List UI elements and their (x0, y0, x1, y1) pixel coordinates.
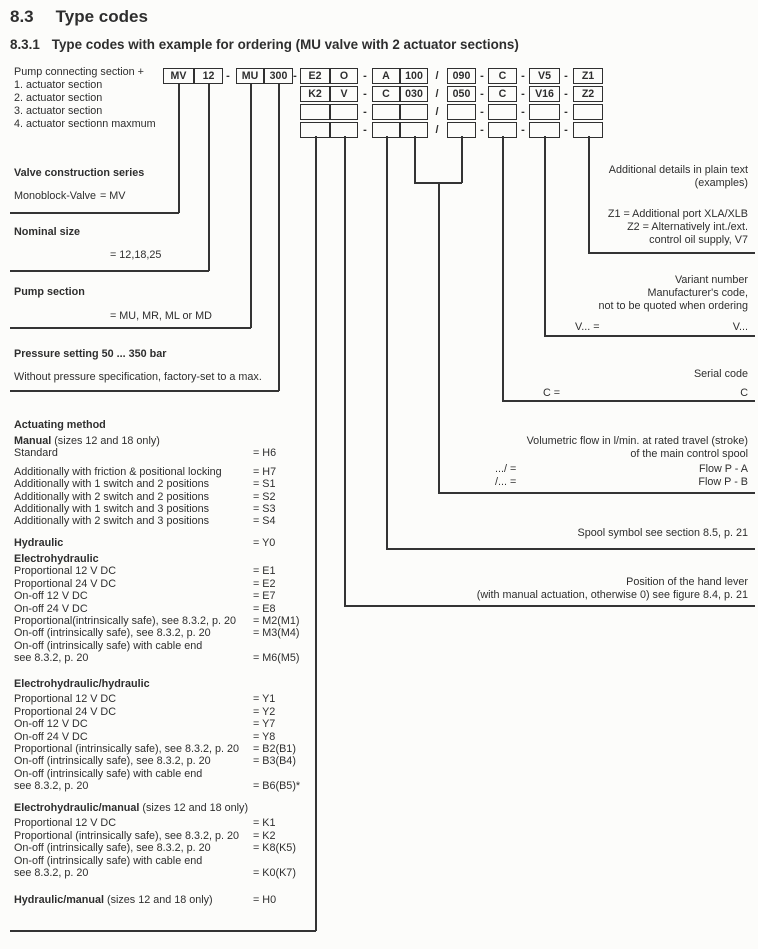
list-item (14, 755, 330, 767)
group-heading-rest: (sizes 12 and 18 only) (51, 435, 160, 447)
leader-line-o (344, 136, 346, 606)
group-heading-rest: (sizes 12 and 18 only) (104, 894, 213, 906)
valve-series-item: Monoblock-Valve (14, 190, 97, 202)
code-box-empty (330, 104, 358, 120)
list-item (14, 867, 330, 879)
serial-code-title: Serial code (693, 368, 748, 380)
group-heading-rest: (sizes 12 and 18 only) (139, 802, 249, 814)
code-box-v5: V5 (529, 68, 560, 84)
code-box-050: 050 (447, 86, 476, 102)
leader-line-090 (461, 136, 463, 183)
item-label: Additionally with 2 switch and 3 positions (14, 515, 210, 528)
list-item (14, 615, 330, 627)
separator-dash: - (521, 124, 525, 136)
intro-line: Pump connecting section + (14, 66, 144, 78)
connector-nominal-size (10, 270, 209, 272)
connector-valve-series (10, 212, 179, 214)
list-item (14, 718, 330, 730)
connector-pressure (10, 390, 279, 392)
group-heading (14, 435, 330, 447)
item-value: = E2 (253, 577, 276, 590)
item-value: = H6 (253, 447, 277, 460)
item-value: = B3(B4) (253, 755, 296, 768)
code-box-mu: MU (236, 68, 264, 84)
leader-line-100 (414, 136, 416, 183)
code-box-300: 300 (264, 68, 293, 84)
intro-line: 4. actuator sectionn maxmum (14, 118, 156, 130)
item-label: On-off (intrinsically safe) with cable end (14, 767, 203, 780)
item-label: Additionally with 1 switch and 2 positions (14, 478, 210, 491)
item-value: = S1 (253, 478, 276, 491)
item-label: On-off 24 V DC (14, 602, 88, 615)
section-list-labels (14, 66, 156, 131)
code-box-a: A (372, 68, 400, 84)
actuating-group-hydraulic (14, 537, 330, 549)
actuating-group-eh-manual (14, 802, 330, 879)
list-item (14, 491, 330, 503)
label-line: Additional details in plain text (608, 164, 748, 176)
intro-line: 1. actuator section (14, 79, 103, 91)
item-value: = M2(M1) (253, 615, 300, 628)
separator-dash: - (480, 88, 484, 100)
group-heading-bold: Hydraulic/manual (14, 894, 105, 906)
code-box-empty (529, 104, 560, 120)
item-label: Proportional 24 V DC (14, 705, 117, 718)
item-value: = K1 (253, 817, 276, 830)
item-label: see 8.3.2, p. 20 (14, 652, 89, 665)
list-item (14, 478, 330, 490)
list-item (14, 842, 330, 854)
item-value: = Y7 (253, 718, 276, 731)
code-box-z2: Z2 (573, 86, 603, 102)
separator-dash: - (521, 106, 525, 118)
code-box-o: O (330, 68, 358, 84)
list-item (14, 830, 330, 842)
serial-key-value (543, 387, 748, 399)
separator-slash: / (435, 70, 439, 82)
item-label: On-off 12 V DC (14, 590, 88, 603)
actuating-group-electrohydraulic (14, 553, 330, 665)
variant-number-block (599, 274, 748, 313)
separator-slash: / (435, 124, 439, 136)
flow-pb-value: Flow P - B (698, 476, 748, 488)
list-item (14, 731, 330, 743)
code-box-090: 090 (447, 68, 476, 84)
code-box-c3: C (488, 86, 517, 102)
flow-pa-key-value (495, 463, 748, 475)
separator-dash: - (521, 70, 525, 82)
variant-value: V... (732, 321, 748, 333)
item-value: = H0 (253, 894, 277, 906)
serial-key: C = (543, 387, 561, 399)
item-value: = E8 (253, 602, 276, 615)
separator-dash: - (363, 70, 367, 82)
list-item (14, 706, 330, 718)
label-line: (examples) (694, 177, 748, 189)
variant-key-value (575, 321, 748, 333)
connector-additional-details (588, 252, 755, 254)
group-heading (14, 802, 330, 814)
item-value: = K0(K7) (253, 867, 296, 880)
hand-lever-block (477, 576, 748, 602)
flow-pb-key-value (495, 476, 748, 488)
item-label: On-off (intrinsically safe) with cable end (14, 854, 203, 867)
list-item (14, 817, 330, 829)
item-label: Additionally with 1 switch and 3 positions (14, 503, 210, 516)
code-box-empty (400, 104, 428, 120)
separator-dash: - (363, 88, 367, 100)
separator-dash: - (480, 106, 484, 118)
valve-series-title: Valve construction series (14, 167, 145, 179)
list-item (14, 603, 330, 615)
item-label: On-off 24 V DC (14, 730, 88, 743)
section-number: 8.3 (10, 7, 34, 26)
intro-line: 3. actuator section (14, 105, 103, 117)
code-box-v16: V16 (529, 86, 560, 102)
leader-line-flow (438, 182, 440, 493)
code-box-e2: E2 (300, 68, 330, 84)
item-label: see 8.3.2, p. 20 (14, 867, 89, 880)
separator-slash: / (435, 106, 439, 118)
item-label: Additionally with friction & positional locking (14, 465, 222, 478)
item-value: = H7 (253, 465, 277, 478)
code-box-z1: Z1 (573, 68, 603, 84)
item-value: = S4 (253, 515, 276, 528)
separator-dash: - (226, 70, 230, 82)
item-value: = S3 (253, 503, 276, 516)
separator-dash: - (363, 106, 367, 118)
code-box-empty (573, 104, 603, 120)
pump-section-value: = MU, MR, ML or MD (110, 310, 212, 322)
list-item (14, 515, 330, 527)
leader-line-v5 (544, 136, 546, 336)
group-heading-bold: Manual (14, 435, 52, 447)
separator-dash: - (480, 70, 484, 82)
actuating-group-manual (14, 435, 330, 528)
subsection-heading (10, 37, 519, 52)
pressure-note: Without pressure specification, factory-set to a max. (14, 371, 262, 383)
pump-section-title: Pump section (14, 286, 85, 298)
separator-dash: - (564, 70, 568, 82)
group-heading: Electrohydraulic (14, 553, 99, 565)
spool-symbol-label: Spool symbol see section 8.5, p. 21 (577, 527, 748, 539)
list-item (14, 855, 330, 867)
list-item (14, 565, 330, 577)
label-line: (with manual actuation, otherwise 0) see figure 8.4, p. 21 (476, 589, 748, 601)
item-value: = M3(M4) (253, 627, 300, 640)
item-label: Proportional(intrinsically safe), see 8.3.2, p. 20 (14, 615, 237, 628)
label-line: Variant number (674, 274, 748, 286)
separator-dash: - (480, 124, 484, 136)
leader-line-12 (208, 84, 210, 271)
connector-pump-section (10, 327, 251, 329)
leader-line-c (502, 136, 504, 401)
separator-dash: - (521, 88, 525, 100)
code-box-mv: MV (163, 68, 194, 84)
label-line: Manufacturer's code, (647, 287, 748, 299)
item-value: = K2 (253, 829, 276, 842)
item-label: On-off (intrinsically safe), see 8.3.2, p. 20 (14, 627, 211, 640)
separator-dash: - (293, 70, 297, 82)
item-value: = M6(M5) (253, 652, 300, 665)
label-line: of the main control spool (630, 448, 748, 460)
item-value: = B6(B5)* (253, 780, 301, 793)
separator-dash: - (564, 88, 568, 100)
code-box-empty (372, 104, 400, 120)
list-item (14, 537, 330, 549)
connector-variant (544, 335, 755, 337)
list-item (14, 768, 330, 780)
group-heading: Electrohydraulic/hydraulic (14, 678, 150, 690)
list-item (14, 578, 330, 590)
actuating-title: Actuating method (14, 419, 106, 431)
item-label: Hydraulic (14, 537, 64, 549)
item-value: = B2(B1) (253, 743, 296, 756)
subsection-title: Type codes with example for ordering (MU valve with 2 actuator sections) (51, 37, 519, 52)
item-value: = Y8 (253, 730, 276, 743)
connector-hand-lever (344, 605, 755, 607)
connector-actuating (10, 930, 316, 932)
serial-value: C (740, 387, 748, 399)
label-line: Position of the hand lever (626, 576, 748, 588)
intro-line: 2. actuator section (14, 92, 103, 104)
item-label: Proportional 12 V DC (14, 817, 117, 830)
code-box-v: V (330, 86, 358, 102)
label-line: not to be quoted when ordering (598, 300, 748, 312)
item-label: On-off 12 V DC (14, 718, 88, 731)
leader-line-mv (178, 84, 180, 213)
code-box-empty (447, 104, 476, 120)
code-box-empty (300, 104, 330, 120)
separator-dash: - (564, 106, 568, 118)
actuating-group-eh-hydraulic (14, 678, 330, 793)
code-box-030: 030 (400, 86, 428, 102)
list-item (14, 627, 330, 639)
leader-line-z1 (588, 136, 590, 253)
pressure-title: Pressure setting 50 ... 350 bar (14, 348, 167, 360)
code-box-empty (488, 104, 517, 120)
item-label: On-off (intrinsically safe), see 8.3.2, p. 20 (14, 755, 211, 768)
list-item (14, 780, 330, 792)
item-value: = E1 (253, 565, 276, 578)
section-title: Type codes (55, 7, 148, 26)
actuating-group-hydraulic-manual (14, 894, 330, 906)
list-item (14, 590, 330, 602)
item-label: Proportional 24 V DC (14, 577, 117, 590)
section-heading (10, 7, 148, 27)
variant-key: V... = (575, 321, 600, 333)
list-item (14, 640, 330, 652)
item-value: = Y0 (253, 537, 276, 549)
list-item (14, 503, 330, 515)
code-box-k2: K2 (300, 86, 330, 102)
code-box-100: 100 (400, 68, 428, 84)
list-item (14, 466, 330, 478)
leader-line-a (386, 136, 388, 549)
separator-dash: - (363, 124, 367, 136)
list-item (14, 447, 330, 459)
connector-spool (386, 548, 755, 550)
list-item (14, 652, 330, 664)
leader-line-300 (278, 84, 280, 391)
group-heading-bold: Electrohydraulic/manual (14, 802, 140, 814)
connector-serial (502, 400, 755, 402)
item-value: = Y1 (253, 693, 276, 706)
flow-pa-value: Flow P - A (698, 463, 748, 475)
list-item (14, 693, 330, 705)
item-label: Proportional 12 V DC (14, 693, 117, 706)
nominal-size-title: Nominal size (14, 226, 80, 238)
item-label: On-off (intrinsically safe) with cable end (14, 639, 203, 652)
item-label: On-off (intrinsically safe), see 8.3.2, p. 20 (14, 842, 211, 855)
label-line: Z1 = Additional port XLA/XLB (607, 208, 748, 220)
label-line: control oil supply, V7 (649, 234, 748, 246)
connector-volumetric (438, 492, 755, 494)
leader-line-mu (250, 84, 252, 328)
item-value: = K8(K5) (253, 842, 296, 855)
code-box-12: 12 (194, 68, 223, 84)
valve-series-value: = MV (100, 190, 126, 202)
additional-details-block (608, 164, 748, 247)
subsection-number: 8.3.1 (10, 37, 40, 52)
code-box-c: C (488, 68, 517, 84)
item-value: = E7 (253, 590, 276, 603)
volumetric-flow-block (527, 435, 748, 461)
separator-dash: - (564, 124, 568, 136)
item-value: = Y2 (253, 705, 276, 718)
list-item (14, 743, 330, 755)
flow-pb-key: /... = (495, 476, 517, 488)
item-label: Standard (14, 447, 58, 460)
label-line: Z2 = Alternatively int./ext. (627, 221, 748, 233)
item-value: = S2 (253, 490, 276, 503)
item-label: Additionally with 2 switch and 2 positions (14, 490, 210, 503)
nominal-size-value: = 12,18,25 (110, 249, 162, 261)
item-label: Proportional (intrinsically safe), see 8.3.2, p. 20 (14, 743, 240, 756)
item-label: Proportional 12 V DC (14, 565, 117, 578)
separator-slash: / (435, 88, 439, 100)
label-line: Volumetric flow in l/min. at rated travel (stroke) (526, 435, 748, 447)
flow-pa-key: .../ = (495, 463, 517, 475)
item-label: Proportional (intrinsically safe), see 8.3.2, p. 20 (14, 829, 240, 842)
code-box-c2: C (372, 86, 400, 102)
item-label: see 8.3.2, p. 20 (14, 780, 89, 793)
list-item (14, 894, 330, 906)
